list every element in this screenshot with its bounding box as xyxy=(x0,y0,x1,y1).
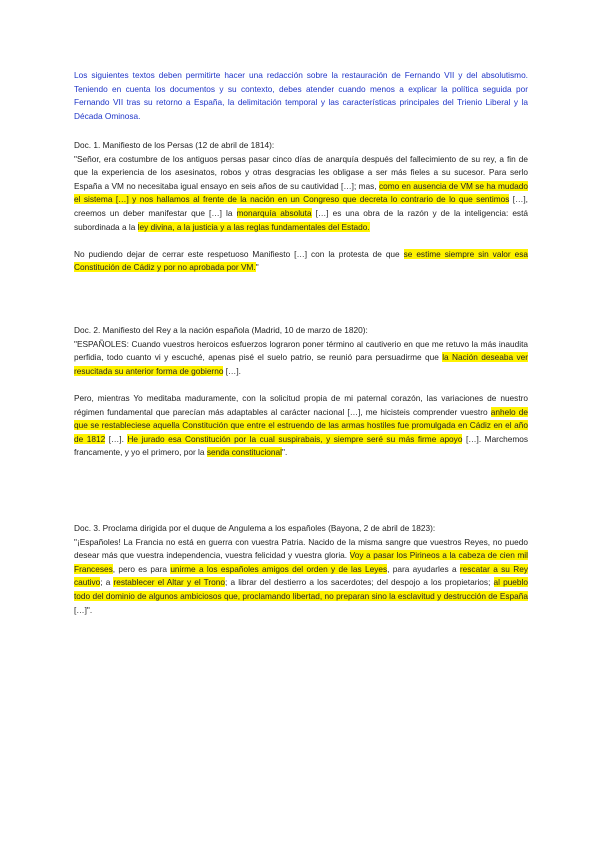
text-run: "¡Españoles! La Francia no está en guerra con vuestra Patria. Nacido de la misma sangre que vuestros Reyes, no puedo desear más que vuestra independencia, vuestra felicidad y vuestra gloria. xyxy=(74,536,528,561)
text-run: "Señor, era costumbre de los antiguos persas pasar cinco días de anarquía después del fallecimiento de su rey, a fin de que la experiencia de los asesinatos, robos y otras desgracias les obligase a ser más fieles a su sucesor. Para serlo España a VM no necesitaba igual ensayo en seis años de su cautividad […]; mas, xyxy=(74,153,528,191)
text-run: […]. Marchemos francamente, y yo el primero, por la xyxy=(74,433,528,458)
text-run: […], creemos un deber manifestar que […] la xyxy=(74,194,528,218)
highlighted-text: He jurado esa Constitución por la cual suspirabais, y siempre seré su más firme apoyo xyxy=(127,433,463,444)
document-body xyxy=(74,338,528,460)
text-run: " xyxy=(255,262,259,273)
document-title: Doc. 2. Manifiesto del Rey a la nación española (Madrid, 10 de marzo de 1820): xyxy=(74,325,368,335)
text-run: ". xyxy=(282,447,288,458)
text-run: Pero, mientras Yo meditaba maduramente, con la solicitud propia de mi paternal corazón, las variaciones de nuestro régimen fundamental que parecían más adaptables al carácter nacional […], me hicisteis comprender vuestro xyxy=(74,392,528,417)
document-paragraph xyxy=(74,536,528,618)
text-run: […]. xyxy=(223,365,241,376)
document-paragraph xyxy=(74,338,528,379)
highlighted-text: se estime siempre sin valor esa Constitución de Cádiz y por no aprobada por VM. xyxy=(74,248,528,273)
text-run: ; a xyxy=(100,577,114,588)
highlighted-text: Voy a pasar los Pirineos a la cabeza de cien mil Franceses xyxy=(74,550,528,574)
text-run: ; a librar del destierro a los sacerdotes; del despojo a los propietarios; xyxy=(225,577,494,588)
highlighted-text: anhelo de que se restableciese aquella Constitución que entre el estruendo de las armas hostiles fue promulgada en Cádiz en el año de 1812 xyxy=(74,406,528,444)
highlighted-text: la Nación deseaba ver resucitada su anterior forma de gobierno xyxy=(74,352,528,376)
highlighted-text: unirme a los españoles amigos del orden y de las Leyes xyxy=(170,563,388,574)
document-1 xyxy=(74,139,528,275)
document-3 xyxy=(74,522,528,617)
highlighted-text: al pueblo todo del dominio de algunos ambiciosos que, proclamando libertad, no preparan sino la esclavitud y destrucción de España xyxy=(74,577,528,601)
text-run: , pero es para xyxy=(112,563,171,574)
text-run: , para ayudarles a xyxy=(387,563,460,574)
document-paragraph xyxy=(74,248,528,275)
document-2 xyxy=(74,324,528,460)
document-title: Doc. 3. Proclama dirigida por el duque de Angulema a los españoles (Bayona, 2 de abril de 1823): xyxy=(74,523,436,533)
highlighted-text: monarquía absoluta xyxy=(236,207,312,218)
document-body xyxy=(74,536,528,618)
text-run: […] es una obra de la razón y de la inteligencia: está subordinada a la xyxy=(74,207,529,232)
document-title: Doc. 1. Manifiesto de los Persas (12 de abril de 1814): xyxy=(74,140,275,150)
document-body xyxy=(74,153,528,275)
highlighted-text: senda constitucional xyxy=(206,447,282,458)
highlighted-text: restablecer el Altar y el Trono xyxy=(113,577,226,588)
highlighted-text: rescatar a su Rey cautivo xyxy=(74,563,528,588)
text-run: "ESPAÑOLES: Cuando vuestros heroicos esfuerzos lograron poner término al cautiverio en que me retuvo la más inaudita perfidia, todo cuanto vi y escuché, apenas pisé el suelo patrio, se reunió para persuadirme que xyxy=(74,338,528,363)
text-run: […]. xyxy=(105,433,128,444)
intro-instructions: Los siguientes textos deben permitirte hacer una redacción sobre la restauración de Fernando VII y del absolutismo. Teniendo en cuenta los documentos y su contexto, debes atender cuando menos a explicar la política seguida por Fernando VII tras su retorno a España, la delimitación temporal y las características principales del Trienio Liberal y la Década Ominosa. xyxy=(74,70,528,121)
highlighted-text: ley divina, a la justicia y a las reglas fundamentales del Estado. xyxy=(137,221,370,232)
document-paragraph xyxy=(74,392,528,460)
document-paragraph xyxy=(74,153,528,235)
paragraph-gap xyxy=(74,378,528,392)
highlighted-text: como en ausencia de VM se ha mudado el sistema […] y nos hallamos al frente de la nación en un Congreso que decreta lo contrario de lo que sentimos xyxy=(74,180,528,205)
paragraph-gap xyxy=(74,234,528,248)
text-run: No pudiendo dejar de cerrar este respetuoso Manifiesto […] con la protesta de que xyxy=(74,248,404,259)
text-run: […]". xyxy=(74,604,93,615)
